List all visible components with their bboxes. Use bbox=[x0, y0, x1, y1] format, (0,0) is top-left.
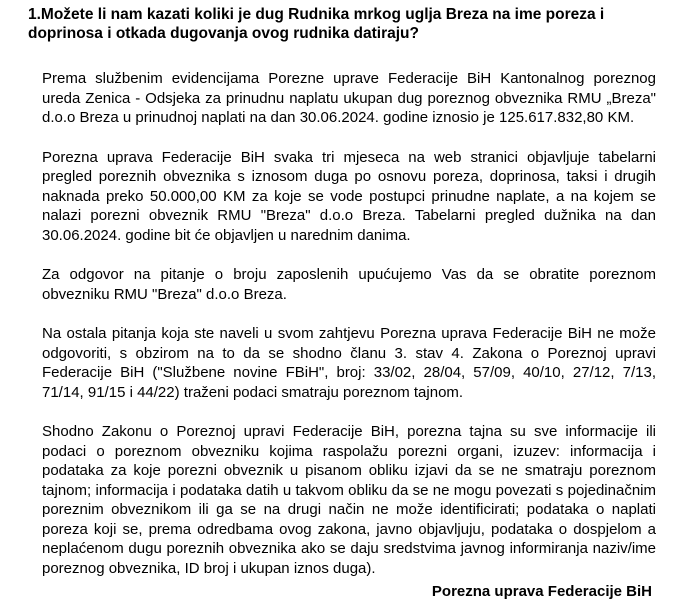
paragraph-debt-amount: Prema službenim evidencijama Porezne uprave Federacije BiH Kantonalnog poreznog ureda Zenica - Odsjeka za prinudnu naplatu ukupan dug poreznog obveznika RMU „Breza" d.o.o Breza u prinudnoj naplati na dan 30.06.2024. godine iznosio je 125.617.832,80 KM. bbox=[42, 70, 656, 126]
document-page bbox=[28, 5, 656, 601]
question-heading: 1.Možete li nam kazati koliki je dug Rudnika mrkog uglja Breza na ime poreza i doprinosa i otkada dugovanja ovog rudnika datiraju? bbox=[28, 6, 605, 42]
paragraph-employees: Za odgovor na pitanje o broju zaposlenih upućujemo Vas da se obratite poreznom obvezniku RMU "Breza" d.o.o Breza. bbox=[42, 266, 656, 303]
paragraph-tax-secrecy: Na ostala pitanja koja ste naveli u svom zahtjevu Porezna uprava Federacije BiH ne može odgovoriti, s obzirom na to da se shodno članu 3. stav 4. Zakona o Poreznoj upravi Federacije BiH ("Službene novine FBiH", broj: 33/02, 28/04, 57/09, 40/10, 27/12, 7/13, 71/14, 91/15 i 44/22) traženi podaci smatraju poreznom tajnom. bbox=[42, 325, 656, 401]
paragraph-debtor-table: Porezna uprava Federacije BiH svaka tri mjeseca na web stranici objavljuje tabelarni pregled poreznih obveznika s iznosom duga po osnovu poreza, doprinosa, taksi i drugih naknada preko 50.000,00 KM za koje se vode postupci prinudne naplate, a na kojem se nalazi porezni obveznik RMU "Breza" d.o.o Breza. Tabelarni pregled dužnika na dan 30.06.2024. godine bit će objavljen u narednim danima. bbox=[42, 148, 656, 244]
paragraph-secrecy-definition: Shodno Zakonu o Poreznoj upravi Federacije BiH, porezna tajna su sve informacije ili podaci o poreznom obvezniku kojima raspolažu porezni organi, izuzev: informacija i podataka za koje porezni obveznik u pisanom obliku izjavi da se ne smatraju poreznom tajnom; informacija i podataka datih u takvom obliku da se ne mogu povezati s pojedinačnim poreznim obveznikom ili ga se na drugi način ne može identificirati; podataka o naplati poreza koji se, prema odredbama ovog zakona, javno objavljuju, podataka o dospjelom a neplaćenom dugu poreznih obveznika ako se daju sredstvima javnog informiranja naziv/ime poreznog obveznika, ID broj i ukupan iznos duga). bbox=[42, 423, 656, 577]
signature: Porezna uprava Federacije BiH bbox=[431, 583, 652, 600]
